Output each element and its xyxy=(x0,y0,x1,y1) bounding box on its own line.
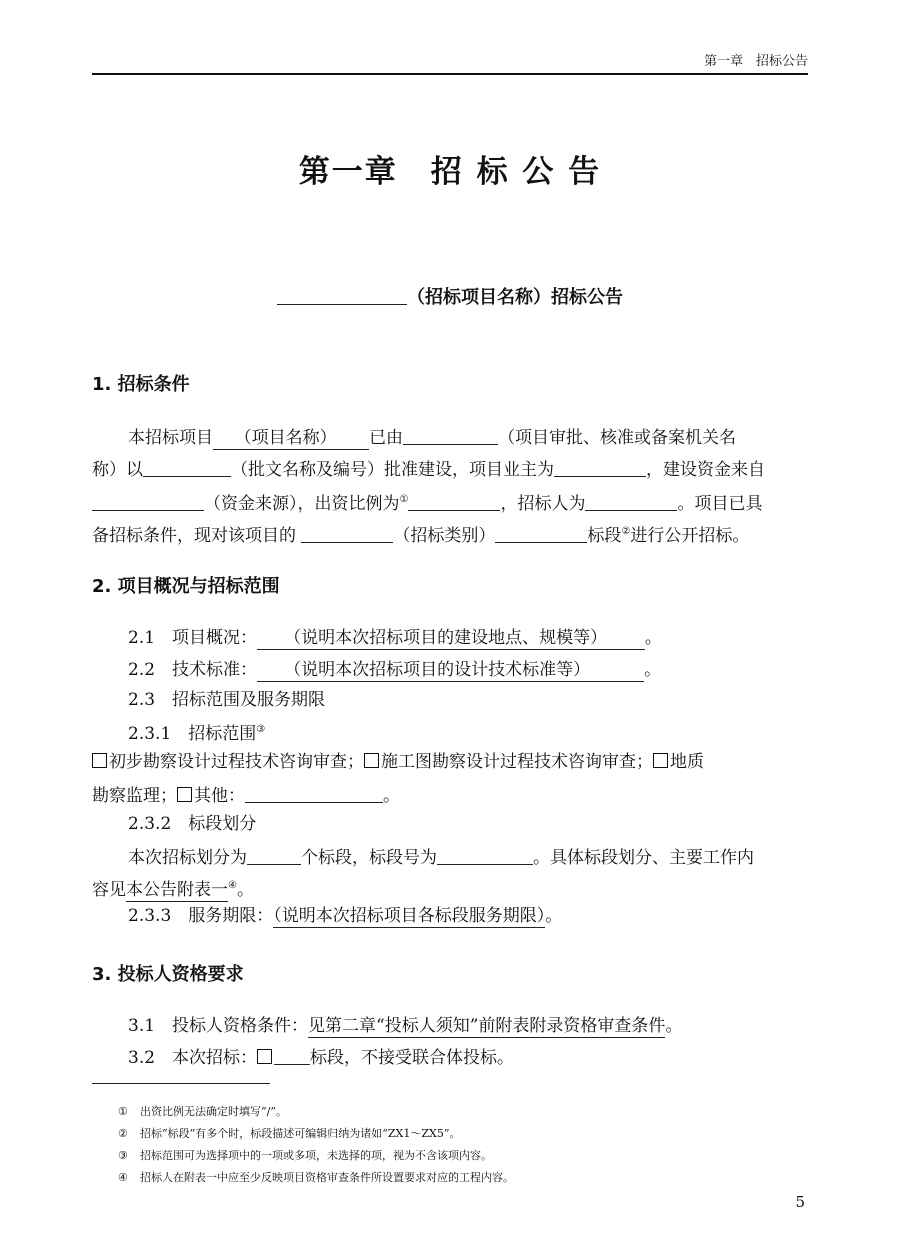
footnote-ref: ② xyxy=(621,526,631,537)
s1-text: 称）以 xyxy=(92,460,143,480)
s1-text: 。项目已具 xyxy=(677,494,763,514)
s3-label: 3.2 本次招标： xyxy=(128,1048,258,1068)
s1-line-4 xyxy=(92,522,749,546)
footnote-1 xyxy=(118,1105,287,1119)
section-1-heading: 1. 招标条件 xyxy=(92,374,190,395)
footnote-ref: ④ xyxy=(228,880,237,891)
s2-text: 个标段，标段号为 xyxy=(301,848,437,868)
s1-text: ，招标人为 xyxy=(500,494,586,514)
footnote-mark: ① xyxy=(118,1105,128,1118)
footnote-3 xyxy=(118,1149,492,1163)
s3-1-line xyxy=(128,1016,682,1036)
footnote-mark: ② xyxy=(118,1127,128,1140)
footnote-4 xyxy=(118,1171,514,1185)
blank-field xyxy=(143,458,231,477)
footnote-ref: ③ xyxy=(256,724,266,735)
appendix-reference: 本公告附表一 xyxy=(126,880,228,900)
s3-text: 标段，不接受联合体投标。 xyxy=(310,1048,515,1068)
blank-field xyxy=(92,492,204,511)
s3-1-field: 见第二章“投标人须知”前附表附录资格审查条件 xyxy=(308,1016,666,1036)
s2-label: 2.3.3 服务期限： xyxy=(128,906,274,926)
s3-text: 。 xyxy=(665,1016,683,1036)
s2-text: 。 xyxy=(644,660,662,680)
s2-3-3-line xyxy=(128,906,562,926)
page-number: 5 xyxy=(795,1193,805,1211)
s2-3-2-text-2 xyxy=(92,876,254,900)
s2-text: 。 xyxy=(545,906,563,926)
s1-text: 本招标项目 xyxy=(128,428,213,448)
s2-text: 。具体标段划分、主要工作内 xyxy=(533,848,754,868)
s2-text: （说明本次招标项目的设计技术标准等） xyxy=(284,660,591,680)
s2-3-1-line xyxy=(128,720,265,744)
blank-field xyxy=(437,846,533,865)
footnote-mark: ④ xyxy=(118,1171,128,1184)
header-rule xyxy=(92,73,808,75)
s2-text: 。 xyxy=(383,786,400,806)
option-label: 其他： xyxy=(194,786,245,806)
blank-field xyxy=(245,784,383,803)
blank-field xyxy=(274,1046,310,1065)
s1-text: 标段 xyxy=(587,526,622,546)
s2-3-2-text-1 xyxy=(128,846,754,868)
notice-title xyxy=(0,283,900,309)
s3-2-line xyxy=(128,1046,514,1068)
checkbox[interactable] xyxy=(177,787,192,802)
s1-text: （批文名称及编号）批准建设，项目业主为 xyxy=(231,460,554,480)
blank-field xyxy=(403,426,498,445)
s1-text: （项目名称） xyxy=(234,428,337,448)
s2-label: 2.1 项目概况： xyxy=(128,628,258,648)
footnote-text: 出资比例无法确定时填写“/”。 xyxy=(140,1105,287,1118)
footnote-mark: ③ xyxy=(118,1149,128,1162)
s2-label: 2.3.1 招标范围 xyxy=(128,724,257,744)
s2-2-field xyxy=(257,660,644,682)
s2-1-line xyxy=(128,628,662,648)
option-label: 勘察监理； xyxy=(92,786,177,806)
scope-options-line-1 xyxy=(92,752,704,772)
s2-2-line xyxy=(128,660,661,680)
s2-3-3-field: （说明本次招标项目各标段服务期限） xyxy=(273,906,546,926)
s2-text: 。 xyxy=(236,880,254,900)
option-label: 初步勘察设计过程技术咨询审查； xyxy=(109,752,364,772)
s1-text: （项目审批、核准或备案机关名 xyxy=(498,428,737,448)
footnote-rule xyxy=(92,1083,270,1084)
s1-text: 进行公开招标。 xyxy=(630,526,750,546)
checkbox[interactable] xyxy=(364,753,379,768)
s1-line-3 xyxy=(92,490,762,514)
s1-line-1 xyxy=(128,426,736,448)
footnote-text: 招标“标段”有多个时，标段描述可编辑归纳为诸如“ZX1～ZX5”。 xyxy=(140,1127,461,1140)
footnote-2 xyxy=(118,1127,460,1141)
s2-label: 2.2 技术标准： xyxy=(128,660,258,680)
footnote-text: 招标范围可为选择项中的一项或多项，未选择的项，视为不含该项内容。 xyxy=(140,1149,492,1162)
s1-text: （资金来源），出资比例为 xyxy=(204,494,400,514)
checkbox[interactable] xyxy=(257,1049,272,1064)
blank-field xyxy=(585,492,677,511)
footnote-text: 招标人在附表一中应至少反映项目资格审查条件所设置要求对应的工程内容。 xyxy=(140,1171,514,1184)
s1-text: 已由 xyxy=(369,428,404,448)
option-label: 地质 xyxy=(670,752,704,772)
s2-text: 容见 xyxy=(92,880,126,900)
s1-project-name-field xyxy=(213,428,369,450)
s2-text: 。 xyxy=(644,628,662,648)
scope-options-line-2 xyxy=(92,784,400,806)
blank-field xyxy=(301,524,393,543)
blank-field xyxy=(247,846,301,865)
chapter-title: 第一章 招 标 公 告 xyxy=(298,154,602,190)
option-label: 施工图勘察设计过程技术咨询审查； xyxy=(381,752,653,772)
section-2-heading: 2. 项目概况与招标范围 xyxy=(92,576,280,597)
blank-field xyxy=(554,458,646,477)
s1-text: （招标类别） xyxy=(393,526,496,546)
s1-text: 备招标条件，现对该项目的 xyxy=(92,526,296,546)
s2-text: （说明本次招标项目的建设地点、规模等） xyxy=(284,628,608,648)
checkbox[interactable] xyxy=(92,753,107,768)
s3-label: 3.1 投标人资格条件： xyxy=(128,1016,309,1036)
s2-3-2-line: 2.3.2 标段划分 xyxy=(128,814,257,834)
project-name-blank xyxy=(277,286,407,305)
s2-text: 本次招标划分为 xyxy=(128,848,247,868)
footnote-ref: ① xyxy=(399,494,409,505)
running-header: 第一章 招标公告 xyxy=(703,54,808,69)
s1-line-2 xyxy=(92,458,765,480)
s2-3-line: 2.3 招标范围及服务期限 xyxy=(128,690,326,710)
notice-title-text: （招标项目名称）招标公告 xyxy=(407,287,623,308)
s2-1-field xyxy=(257,628,645,650)
checkbox[interactable] xyxy=(653,753,668,768)
s1-text: ，建设资金来自 xyxy=(646,460,765,480)
section-3-heading: 3. 投标人资格要求 xyxy=(92,964,244,985)
blank-field xyxy=(495,524,587,543)
blank-field xyxy=(408,492,500,511)
